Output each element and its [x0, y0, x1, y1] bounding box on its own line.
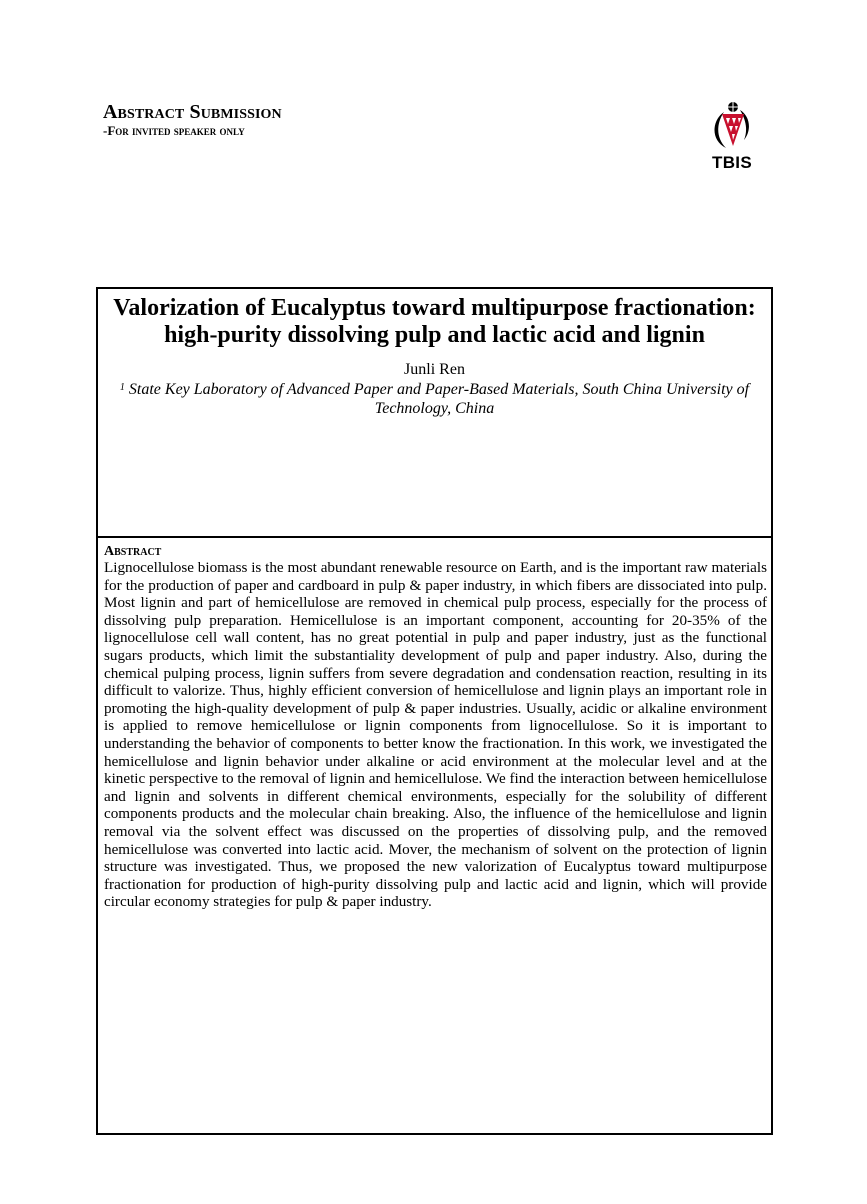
paper-title: Valorization of Eucalyptus toward multipurpose fractionation: high-purity dissolving pulp and lactic acid and lignin	[113, 295, 756, 348]
logo-text: TBIS	[712, 153, 752, 172]
header	[103, 101, 282, 139]
affiliation-text: State Key Laboratory of Advanced Paper and Paper-Based Materials, South China University of Technology, China	[128, 381, 750, 417]
abstract-heading: Abstract	[104, 544, 162, 559]
abstract-body: Lignocellulose biomass is the most abundant renewable resource on Earth, and is the important raw materials for the production of paper and cardboard in pulp & paper industry, in which fibers are dissociated into pulp. Most lignin and part of hemicellulose are removed in chemical pulp process, especially for the process of dissolving pulp preparation. Hemicellulose is an important component, accounting for 20-35% of the lignocellulose cell wall content, has no great potential in pulp and paper industry, just as the functional sugars products, which limit the substantiality development of pulp and paper industry. Also, during the chemical pulping process, lignin suffers from severe degradation and condensation reaction, resulting in its difficult to valorize. Thus, highly efficient conversion of hemicellulose and lignin plays an important role in promoting the high-quality development of pulp & paper industries. Usually, acidic or alkaline environment is applied to remove hemicellulose or lignin components from lignocellulose. So it is important to understanding the behavior of components to better know the fractionation. In this work, we investigated the hemicellulose and lignin behavior under alkaline or acid environment at the molecular level and at the kinetic perspective to the removal of lignin and hemicellulose. We find the interaction between hemicellulose and lignin and solvents in different chemical environments, especially for the solubility of different components products and the molecular chain breaking. Also, the influence of the hemicellulose and lignin removal via the solvent effect was discussed on the properties of dissolving pulp, and the removed hemicellulose was converted into lactic acid. Mover, the mechanism of solvent on the protection of lignin structure was investigated. Thus, we proposed the new valorization of Eucalyptus toward multipurpose fractionation for production of high-purity dissolving pulp and lactic acid and lignin, which will provide circular economy strategies for pulp & paper industry.	[104, 559, 767, 911]
abstract-section	[98, 538, 771, 911]
page-header-title: Abstract Submission	[103, 101, 282, 123]
affiliation-marker: 1	[119, 382, 125, 393]
tbis-logo-icon	[704, 100, 760, 152]
title-section	[98, 289, 771, 538]
page-header-subtitle: -For invited speaker only	[103, 123, 245, 138]
abstract-form-box	[96, 287, 773, 1135]
tbis-logo	[704, 100, 760, 174]
affiliation	[114, 380, 755, 418]
author-name: Junli Ren	[404, 361, 465, 378]
